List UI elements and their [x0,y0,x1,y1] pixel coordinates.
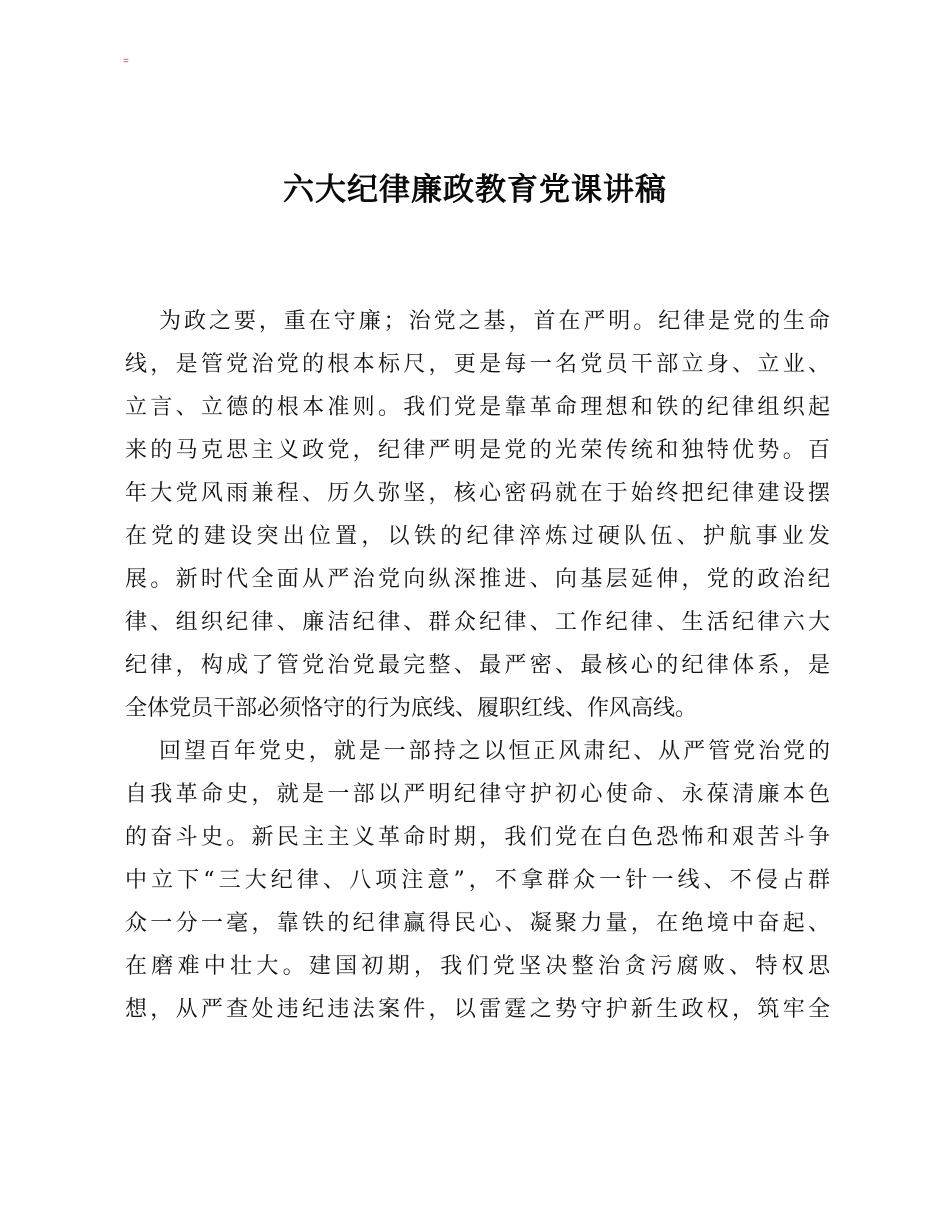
text-line: 年大党风雨兼程、历久弥坚，核心密码就在于始终把纪律建设摆 [125,481,830,506]
text-line: 全体党员干部必须恪守的行为底线、履职红线、作风高线。 [125,696,698,721]
document-title: 六大纪律廉政教育党课讲稿 [283,172,667,208]
text-line: 在磨难中壮大。建国初期，我们党坚决整治贪污腐败、特权思 [125,954,830,979]
text-line: 律、组织纪律、廉洁纪律、群众纪律、工作纪律、生活纪律六大 [125,610,830,635]
text-line: 的奋斗史。新民主主义革命时期，我们党在白色恐怖和艰苦斗争 [125,825,830,850]
paragraph-2 [125,730,830,1031]
paragraph-1 [125,300,830,730]
text-line: 回望百年党史，就是一部持之以恒正风肃纪、从严管党治党的 [159,739,830,764]
text-line: 展。新时代全面从严治党向纵深推进、向基层延伸，党的政治纪 [125,567,830,592]
text-line: 纪律，构成了管党治党最完整、最严密、最核心的纪律体系，是 [125,653,830,678]
corner-mark: = [123,56,129,67]
text-line: 来的马克思主义政党，纪律严明是党的光荣传统和独特优势。百 [125,438,830,463]
document-body [125,300,830,1031]
text-line: 想，从严查处违纪违法案件，以雷霆之势守护新生政权，筑牢全 [125,997,830,1022]
text-line: 中立下“三大纪律、八项注意”，不拿群众一针一线、不侵占群 [125,868,830,893]
text-line: 在党的建设突出位置，以铁的纪律淬炼过硬队伍、护航事业发 [125,524,830,549]
text-line: 众一分一毫，靠铁的纪律赢得民心、凝聚力量，在绝境中奋起、 [125,911,830,936]
text-line: 立言、立德的根本准则。我们党是靠革命理想和铁的纪律组织起 [125,395,830,420]
text-line: 为政之要，重在守廉；治党之基，首在严明。纪律是党的生命 [159,309,830,334]
text-line: 自我革命史，就是一部以严明纪律守护初心使命、永葆清廉本色 [125,782,830,807]
text-line: 线，是管党治党的根本标尺，更是每一名党员干部立身、立业、 [125,352,830,377]
